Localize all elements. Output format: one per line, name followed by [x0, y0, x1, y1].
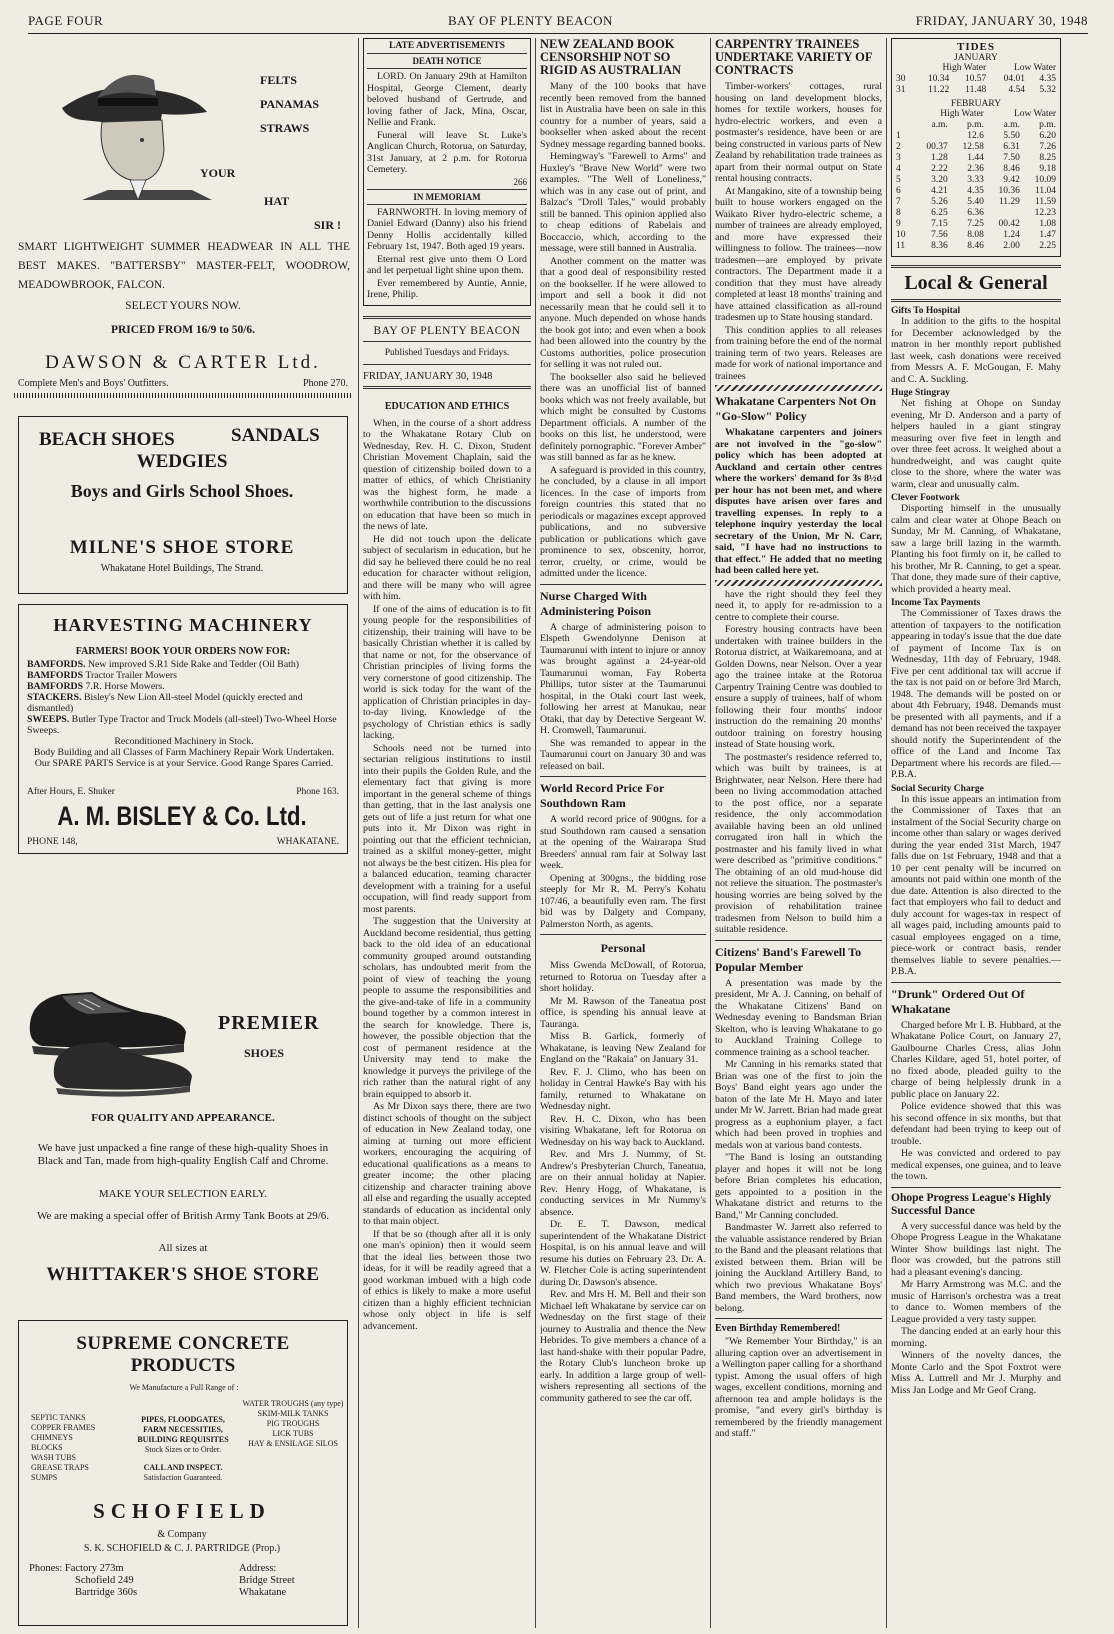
hat-word: HAT [264, 194, 290, 208]
school-shoes-text: Boys and Girls School Shoes. [70, 481, 294, 501]
february-tides-table: High Water Low Water a.m. p.m. a.m. p.m. 1 12.6 5.50 6.20 2 00.37 12.58 6.31 7.26 3 1.28 1.44 7.50 8.25 4 2.22 2.36 8.46 9.18 5 3.20 3.33 9.42 10.09 6 4.21 4.35 10.36 11.04 7 5.26 5.40 11.29 11.59 8 6.25 6.36 12.23 9 7.15 7.25 00.42 1.08 10 7.56 8.08 1.24 1.47 11 8.36 8.46 2.00 2.25 [896, 109, 1056, 251]
tide-row: 11 8.36 8.46 2.00 2.25 [896, 241, 1056, 251]
column-rule [710, 38, 711, 1628]
special-offer: We are making a special offer of British Army Tank Boots at 29/6. [36, 1210, 330, 1222]
article-paragraph: A charge of administering poison to Elspeth Gwendolynne Denison at Taumarunui with intent to injure or annoy was brought against a 24-year-old Taumarunui woman, Fay Roberta Phillips, tutor sister at the Taumarunui hospital, in the Otaki court last week, following her arrest at Manukau, near Otaki, that day by Detective Sergeant W. H. Cromwell, Taumarunui. [540, 621, 706, 736]
bisley-town: WHAKATANE. [276, 837, 339, 847]
tide-row: 4 2.22 2.36 8.46 9.18 [896, 164, 1056, 174]
dawson-outfitters: Complete Men's and Boys' Outfitters. [18, 378, 169, 389]
tides-title: TIDES [956, 41, 996, 53]
column-rule [358, 38, 359, 1628]
article-paragraph: Another comment on the matter was that a good deal of responsibility rested on the bookseller. If he were allowed to import and sell a book it did not necessarily mean that he could sell it to anyone. Much depended on whose hands the book got into; and even when a book had been allowed into the country by the Customs authorities, police prosecution for selling it was not ruled out. [540, 255, 706, 370]
go-slow-headline: Whakatane Carpenters Not On "Go-Slow" Policy [715, 394, 876, 423]
article-paragraph: A presentation was made by the president, Mr A. J. Canning, on behalf of the Whakatane Citizens' Band on Wednesday evening to Bandsman Brian Skelton, who is leaving Whakatane to go to Auckland Training College to commence training as a school teacher. [715, 977, 882, 1058]
sandals-text: SANDALS [231, 425, 320, 446]
personal-item: Miss B. Garlick, formerly of Whakatane, is leaving New Zealand for England on the "Rakaia" on January 31. [540, 1031, 706, 1065]
editorial-paragraph: If one of the aims of education is to fit young people for the responsibilities of citizenship, their training will have to be basically Christian whether it is called by that name or not, for the observance of Christian principles of living forms the very cornerstone of good citizenship. The world is sick today for the want of the application of Christian principles in day-to-day living. Knowledge of the psychology of Christian ethics is sadly lacking. [363, 603, 531, 741]
local-general-title: Local & General [904, 272, 1048, 294]
decorative-border [14, 393, 352, 398]
milnes-address: Whakatane Hotel Buildings, The Strand. [100, 563, 264, 574]
beach-shoes-text: BEACH SHOES [39, 429, 175, 450]
felts-priced: PRICED FROM 16/9 to 50/6. [110, 324, 256, 336]
masthead [28, 6, 1088, 34]
article-paragraph: Mr Canning in his remarks stated that Brian was one of the first to join the Boys' Band eight years ago under the baton of the late Mr H. Mayo and later under Mr W. Jarrett. Brian had made great progress as a euphonium player, a fact which had been proved in trophies and medals won at various band contests. [715, 1059, 882, 1151]
concrete-title-1: SUPREME CONCRETE [76, 1333, 290, 1354]
article-paragraph: "We Remember Your Birthday," is an alluring caption over an advertisement in a Wellington paper calling for a shorthand typist. Among the usual offers of high wages, excellent conditions, morning and afternoon tea and ample holidays is the promise, "and every girl's birthday is remembered by the friendly management and staff." [715, 1336, 882, 1439]
book-censorship-headline: NEW ZEALAND BOOK CENSORSHIP NOT SO RIGID AS AUSTRALIAN [540, 38, 682, 77]
tide-row: 30 10.34 10.57 04.01 4.35 [896, 74, 1056, 84]
article-paragraph: A safeguard is provided in this country, he concluded, by a clause in all import licences. In the case of imports from foreign countries this stated that no periodicals or magazines except approved publications, and no subversive publication or publications which gave prominence to sex, obscenity, horror, terror, cruelty, or crime, would be admitted under the licence. [540, 464, 706, 579]
column-rule [886, 38, 887, 1628]
tides-box [891, 38, 1061, 257]
farmers-line: FARMERS! BOOK YOUR ORDERS NOW FOR: [75, 646, 291, 657]
tide-row: 31 11.22 11.48 4.54 5.32 [896, 85, 1056, 95]
issue-date: FRIDAY, JANUARY 30, 1948 [915, 13, 1088, 28]
article-paragraph: Mr Harry Armstrong was M.C. and the music of Harrison's orchestra was a treat to dance to. Women members of the League provided a very tasty supper. [891, 1279, 1061, 1325]
machinery-item: SWEEPS. Butler Type Tractor and Truck Models (all-steel) Two-Wheel Horse Sweeps. [27, 714, 337, 736]
article-paragraph: He was convicted and ordered to pay medical expenses, one guinea, and to leave the town. [891, 1148, 1061, 1182]
sir-word: SIR ! [314, 218, 342, 232]
editorial-paragraph: The suggestion that the University at Auckland become residential, thus getting back to the old idea of an educational community grouped around outstanding scholars, has undoubted merit from the point of view of teaching the young people to assume the responsibilities and the give-and-take of life in a community bound together by a common interest in the search for knowledge. There is, however, the possible objection that the cost of permanent residence at the University may tend to make the knowledge it purveys the privilege of the rich rather than the natural right of any brain equipped to absorb it. [363, 916, 531, 1100]
all-sizes: All sizes at [158, 1242, 208, 1254]
product-list-mid: PIPES, FLOODGATES, FARM NECESSITIES, BUILDING REQUISITES Stock Sizes or to Order. CALL AND INSPECT. Satisfaction Guaranteed. [137, 1415, 229, 1482]
felts-word: FELTS [260, 73, 297, 87]
harvesting-title: HARVESTING MACHINERY [53, 615, 313, 635]
tide-row: 8 6.25 6.36 12.23 [896, 208, 1056, 218]
personal-headline: Personal [600, 941, 646, 955]
late-ads-box [363, 38, 531, 306]
schofield-company: & Company [157, 1529, 207, 1540]
memoriam-text: FARNWORTH. In loving memory of Daniel Edward (Danny) also his friend Denny Hollis accidentally killed February 1st, 1947. Both aged 19 years. [367, 206, 527, 252]
editorial-paragraph: If that be so (though after all it is only one man's opinion) then it would seem that the ideal lies between those two ideas, for it will be readily agreed that a good workman imbued with a high code of ethics is likely to make a more useful citizen than a highly efficient technician whose only object in life is self advancement. [363, 1228, 531, 1332]
column-3 [540, 38, 706, 1628]
bisley-phone: Phone 163. [296, 787, 339, 797]
felts-select: SELECT YOURS NOW. [125, 300, 241, 312]
make-selection: MAKE YOUR SELECTION EARLY. [98, 1188, 268, 1200]
local-item-heading: Clever Footwork [891, 493, 960, 503]
article-paragraph: Winners of the novelty dances, the Monte Carlo and the Spot Foxtrot were Miss A. Luttrell and Mr J. Murphy and Miss Jan Lodge and Mr Geof Crang. [891, 1350, 1061, 1396]
local-item-text: Net fishing at Ohope on Sunday evening, Mr D. Anderson and a party of helpers hauled in a giant stingray measuring over five feet in length and over three feet across. It weighed about a hundredweight, and was caught quite close to the shore, where the water was warm, clear and unusually calm. [891, 398, 1061, 490]
article-paragraph: Bandmaster W. Jarrett also referred to the valuable assistance rendered by Brian to the Band and the pleasant relations that existed between them. Brian will be joining the Auckland Artillery Band, to which two previous Whakatane Boys' Band members, the Ward brothers, now belong. [715, 1222, 882, 1314]
paper-name: BAY OF PLENTY BEACON [448, 13, 613, 28]
nurse-headline: Nurse Charged With Administering Poison [540, 588, 652, 618]
article-paragraph: Timber-workers' cottages, rural housing on land development blocks, homes for textile workers, houses for hydro-electric workers, and even a postmaster's residence, have been or are being constructed in various parts of New Zealand by rehabilitation trade trainees as apart from their normal output on State rental housing contracts. [715, 81, 882, 184]
whittaker-store-name: WHITTAKER'S SHOE STORE [46, 1264, 320, 1285]
tide-row: 9 7.15 7.25 00.42 1.08 [896, 219, 1056, 229]
local-item-text: Disporting himself in the unusually calm and clear water at Ohope Beach on Sunday, Mr M. Canning, of Whakatane, saw a large brill lazing in the warmth. Planting his foot firmly on it, he called to his brother, Mr R. Canning, to get a spear. That done, they made sure of their captive, which provided a hearty meal. [891, 503, 1061, 595]
whittaker-ad [18, 864, 348, 1334]
machinery-list [19, 657, 347, 769]
article-paragraph: Hemingway's "Farewell to Arms" and Huxley's "Brave New World" were two examples. "The Well of Loneliness," which was in any case out of print, and Balzac's "Droll Tales," would probably still be banned. This opinion applied also to cheap editions of Rabelais and Boccaccio, which, according to the message, were still banned in Australia. [540, 151, 706, 254]
column-5 [891, 38, 1061, 1628]
editorial-paragraph: As Mr Dixon says there, there are two distinct schools of thought on the subject of education in New Zealand today, one aiming at turning out more efficient workers, encouraging the acquiring of educational qualifications as a means to greater income; the other placing citizenship and character training above all else and regarding the usually accepted standards of education as incidental only to that main object. [363, 1101, 531, 1227]
drunk-headline: "Drunk" Ordered Out Of Whakatane [891, 986, 1025, 1016]
column-2 [363, 38, 531, 1628]
felts-ad [14, 38, 352, 404]
death-notice-heading: DEATH NOTICE [412, 56, 482, 66]
in-memoriam-heading: IN MEMORIAM [413, 191, 481, 202]
bisley-firm-name: A. M. BISLEY & Co. Ltd. [57, 801, 307, 831]
felts-body: SMART LIGHTWEIGHT SUMMER HEADWEAR IN ALL THE BEST MAKES. "BATTERSBY" MASTER-FELT, WOODROW, MEADOWBROOK, FALCON. [18, 241, 350, 291]
article-paragraph: A very successful dance was held by the Ohope Progress League in the Whakatane Winter Show buildings last night. The floor was crowded, but the patrons still had a pleasant evening's dancing. [891, 1220, 1061, 1278]
article-paragraph: Police evidence showed that this was his second offence in six months, but that defendant had been trying to keep out of trouble. [891, 1101, 1061, 1147]
tide-row: 7 5.26 5.40 11.29 11.59 [896, 197, 1056, 207]
personal-item: Rev. F. J. Climo, who has been on holiday in Central Hawke's Bay with his family, returned to Whakatane on Wednesday night. [540, 1066, 706, 1112]
article-paragraph: At Mangakino, site of a township being built to house workers engaged on the Waikato River hydro-electric scheme, a number of trainees are already employed, and more have expressed their willingness to follow. The trainees—now tradesmen—are employed by private contractors. The Department made it a condition that they must have already completed at least 18 months' training and have attained classification as all-round tradesmen up to State housing standard. [715, 185, 882, 323]
editorial-paragraph: He did not touch upon the delicate subject of secularism in education, but he did say he believed there could be no real education for character without religion, and there will be many who will agree with him. [363, 533, 531, 602]
notice-number: 266 [513, 176, 527, 187]
schofield-props: S. K. SCHOFIELD & C. J. PARTRIDGE (Prop.) [83, 1543, 281, 1554]
article-paragraph: "The Band is losing an outstanding player and hopes it will not be long before Brian completes his education, gets appointed to a position in the Whakatane district and returns to the Band," Mr Canning concluded. [715, 1152, 882, 1221]
machinery-item: BAMFORDS. New improved S.R1 Side Rake and Tedder (Oil Bath) [27, 659, 300, 670]
tide-row: 1 12.6 5.50 6.20 [896, 131, 1056, 141]
personal-item: Rev. and Mrs J. Nummy, of St. Andrew's Presbyterian Church, Taneatua, are on their annual holiday at Napier. Rev. Henry Hogg, of Whakatane, is conducting services in Mr Nummy's absence. [540, 1149, 706, 1218]
milnes-ad [18, 416, 348, 594]
shoe-illustration [48, 1038, 198, 1098]
birthday-headline: Even Birthday Remembered! [715, 1323, 841, 1334]
published-line: Published Tuesdays and Fridays. [384, 347, 510, 358]
spare-parts-line: Our SPARE PARTS Service is at your Service. Good Range Spares Carried. [34, 758, 334, 769]
whittaker-body: We have just unpacked a fine range of these high-quality Shoes in Black and Tan, made from high-quality English Calf and Chrome. [37, 1142, 329, 1167]
milnes-store-name: MILNE'S SHOE STORE [69, 537, 295, 558]
premier-text: PREMIER [218, 1012, 320, 1034]
bisley-ad [18, 604, 348, 854]
schofield-ad [18, 1320, 348, 1626]
column-4 [715, 38, 882, 1628]
man-in-hat-illustration [42, 50, 212, 200]
editorial-paragraph: Schools need not be turned into sectarian religious institutions to instil into their pupils the Golden Rule, and the elementary fact that giving is more important in the general scheme of things than getting, that in the last analysis one gets out of life a just return for what one puts into it. Mr Dixon was right in pointing out that the efficient technician, trained as a skilful money-getter, might not always be the best citizen. His plea for a balanced education, teaming character development with a training for a useful occupation, will find ready support from most parents. [363, 742, 531, 915]
tide-row: 5 3.20 3.33 9.42 10.09 [896, 175, 1056, 185]
article-paragraph: The dancing ended at an early hour this morning. [891, 1326, 1061, 1349]
bisley-phone-2: PHONE 148, [27, 837, 78, 847]
schofield-phones: Phones: Factory 273m Schofield 249 Bartridge 360s [29, 1563, 138, 1598]
article-paragraph: A world record price of 900gns. for a stud Southdown ram caused a sensation at the opening of the Wairarapa Stud Breeders' annual ram fair at Solway last week. [540, 814, 706, 871]
article-paragraph: Forestry housing contracts have been undertaken with trainee builders in the Rotorua district, at Waikaremoana, and at Golden Downs, near Nelson. Over a year ago the trainee intake at the Rotorua Carpentry Training Centre was doubled to ensure a supply of trainees, half of whom following their four months' indoor instruction do the remaining 20 months' outdoor training on forestry housing instead of State housing work. [715, 624, 882, 750]
local-item-text: The Commissioner of Taxes draws the attention of taxpayers to the notification appearing in today's issue that the due date of payment of Income Tax is on Wednesday, 11th day of February, 1948. Five per cent additional tax will accrue if the tax is not paid on or before 3rd March, 1948. The demands will be posted on or about 4th February, 1948. Demands must be presented with all payments, and if a demand has not been received the taxpayer should notify the Superintendent of the office of the Land and Income Tax Department where his records are filed.—P.B.A. [891, 608, 1061, 780]
editorial-title: EDUCATION AND ETHICS [384, 400, 510, 412]
local-item-text: In addition to the gifts to the hospital for December acknowledged by the matron in her monthly report published last week, cash donations were received from Messrs A. F. McGougan, F. Mahy and C. A. Suckling. [891, 316, 1061, 385]
tides-january: JANUARY [954, 53, 998, 63]
schofield-address: Address: Bridge Street Whakatane [239, 1563, 295, 1598]
personal-item: Mr M. Rawson of the Taneatua post office, is spending his annual leave at Tauranga. [540, 995, 706, 1030]
go-slow-text: Whakatane carpenters and joiners are not involved in the "go-slow" policy which has been adopted at Auckland and certain other centres where the workers' demand for 3s 8½d per hour has not been met, and where disputes have arisen over fares and travelling expenses. In reply to a telephone inquiry yesterday the local secretary of the Union, Mr N. Carr, said, "I have had no instructions to that effect." He added that no meeting had been called here yet. [715, 427, 882, 576]
ram-headline: World Record Price For Southdown Ram [540, 781, 665, 810]
death-notice-text: LORD. On January 29th at Hamilton Hospital, George Clement, dearly beloved husband of Gertrude, and loving father of Jack, Mina, Oscar, Nellie and Frank. [367, 71, 527, 128]
article-paragraph: Charged before Mr I. B. Hubbard, at the Whakatane Police Court, on January 27, Gaulbourne Charles Cress, alias John Charles Kildare, aged 51, hotel porter, of no fixed abode, pleaded guilty to the charge of being helplessly drunk in a public place on January 22. [891, 1019, 1061, 1100]
article-paragraph: Many of the 100 books that have recently been removed from the banned list in Australia have been on sale in this country for a number of years, said a bookseller when asked about the recent Sydney message regarding banned books. [540, 81, 706, 150]
personal-item: Rev. and Mrs H. M. Bell and their son Michael left Whakatane by service car on Wednesday on the first stage of their journey to Australia and thence the New Hebrides. To give members a chance of a last hand-shake with their popular Padre, the Rotary Club's luncheon broke up early. In addition a large group of well-wishers representing all sections of the community gathered to see the car off. [540, 1289, 706, 1404]
wedgies-text: WEDGIES [136, 451, 228, 472]
shoes-text: SHOES [244, 1046, 285, 1060]
machinery-item: BAMFORDS Tractor Trailer Mowers [27, 670, 177, 681]
decorative-rule [715, 580, 882, 586]
editorial-body [363, 418, 531, 1333]
tide-row: 6 4.21 4.35 10.36 11.04 [896, 186, 1056, 196]
carpentry-headline: CARPENTRY TRAINEES UNDERTAKE VARIETY OF CONTRACTS [715, 38, 872, 77]
tide-row: 10 7.56 8.08 1.24 1.47 [896, 230, 1056, 240]
manufacture-line: We Manufacture a Full Range of : [129, 1383, 239, 1392]
editorial-paragraph: When, in the course of a short address to the Whakatane Rotary Club on Wednesday, Rev. H. C. Dixon, Student Christian Movement Chaplain, said the question of citizenship boiled down to a matter of ethics, of which Christianity was the highest form, he made a worthwhile contribution to the discussions on education that have been so much in the news of late. [363, 417, 531, 532]
panamas-word: PANAMAS [260, 97, 320, 111]
tides-february: FEBRUARY [950, 99, 1002, 109]
after-hours: After Hours, E. Shuker [27, 787, 115, 797]
product-list-right: WATER TROUGHS (any type) SKIM-MILK TANKS PIG TROUGHS LICK TUBS HAY & ENSILAGE SILOS [242, 1399, 344, 1448]
article-paragraph: Opening at 300gns., the bidding rose steeply for Mr R. M. Perry's Kohatu 107/46, a beautifully even ram. The first bid was by Dalgety and Company, Palmerston North, as agents. [540, 872, 706, 930]
ohope-headline: Ohope Progress League's Highly Successful Dance [891, 1191, 1052, 1217]
personal-item: Dr. E. T. Dawson, medical superintendent of the Whakatane District Hospital, is on his annual leave and will resume his duties on February 23. Dr. A. W. Fletcher Cole is acting superintendent during Dr. Dawson's absence. [540, 1219, 706, 1288]
personal-item: Rev. H. C. Dixon, who has been visiting Whakatane, left for Rotorua on Wednesday on his way back to Auckland. [540, 1113, 706, 1148]
body-building-line: Body Building and all Classes of Farm Machinery Repair Work Undertaken. [33, 747, 335, 758]
local-item-heading: Income Tax Payments [891, 598, 981, 608]
reconditioned-line: Reconditioned Machinery in Stock. [114, 736, 254, 747]
page-number: PAGE FOUR [28, 13, 104, 28]
late-ads-heading: LATE ADVERTISEMENTS [389, 41, 505, 51]
personal-item: Miss Gwenda McDowall, of Rotorua, returned to Rotorua on Tuesday after a short holiday. [540, 960, 706, 994]
concrete-title-2: PRODUCTS [130, 1355, 236, 1376]
memoriam-ever: Ever remembered by Auntie, Annie, Irene, Philip. [367, 277, 527, 300]
quality-line: FOR QUALITY AND APPEARANCE. [91, 1112, 275, 1124]
local-item-text: In this issue appears an intimation from the Commissioner of Taxes that an instalment of the Social Security charge on income other than salary or wages derived during the year ended 31st March, 1947 falls due on 1st February, 1948 and that a 10 per cent penalty will be incurred on amounts not paid within one month of the due date. Attention is also directed to the fact that employers who fail to deduct and duly account for wages-tax in respect of all wages paid, including amounts paid to casual employees engaged on a time, piece-work or contract basis, render themselves liable to severe penalties.—P.B.A. [891, 793, 1061, 977]
local-items [891, 306, 1061, 978]
straws-word: STRAWS [260, 121, 310, 135]
tide-row: 2 00.37 12.58 6.31 7.26 [896, 142, 1056, 152]
local-item-heading: Social Security Charge [891, 783, 984, 794]
article-paragraph: She was remanded to appear in the Taumarunui court on January 30 and was released on bail. [540, 737, 706, 772]
january-tides-table: High Water Low Water 30 10.34 10.57 04.01 4.35 31 11.22 11.48 4.54 5.32 [896, 63, 1056, 95]
decorative-rule [715, 385, 882, 391]
machinery-item: BAMFORDS 7.R. Horse Mowers. [27, 681, 165, 692]
dawson-carter-name: DAWSON & CARTER Ltd. [45, 352, 321, 373]
local-item-heading: Gifts To Hospital [891, 306, 961, 316]
death-notice-funeral: Funeral will leave St. Luke's Anglican Church, Rotorua, on Saturday, 31st January, at 2 p.m. for Rotorua Cemetery. [367, 129, 527, 175]
dawson-phone: Phone 270. [303, 378, 348, 389]
product-list-left: SEPTIC TANKS COPPER FRAMES CHIMNEYS BLOCKS WASH TUBS GREASE TRAPS SUMPS [31, 1413, 96, 1482]
local-item-heading: Huge Stingray [891, 388, 950, 398]
editorial-dateline: FRIDAY, JANUARY 30, 1948 [363, 370, 493, 382]
memoriam-rest: Eternal rest give unto them O Lord and let perpetual light shine upon them. [367, 253, 527, 276]
ads-column [14, 38, 352, 1628]
schofield-name: SCHOFIELD [93, 1499, 271, 1523]
band-headline: Citizens' Band's Farewell To Popular Member [715, 944, 862, 974]
article-paragraph: This condition applies to all releases from training before the end of the normal training term of two years. Releases are made for work of national importance and trainees [715, 324, 882, 382]
your-word: YOUR [200, 166, 236, 180]
article-paragraph: The bookseller also said he believed there was an unofficial list of banned books which was not freely available, but which might be consulted by Customs Department officials. A number of the books on this list, he understood, were definitely pornographic. "Forever Amber" was still banned as far as he knew. [540, 371, 706, 463]
article-paragraph: The postmaster's residence referred to, which was built by trainees, is at Brightwater, near Nelson. Here there had been no living accommodation attached to the post office, nor a separate residence, the only accommodation available having been an old unlined corrugated iron hall in which the postmaster and his family lived in what were described as "primitive conditions." The obtaining of an old mud-house did not relieve the situation. The postmaster's housing worries are being solved by the provision of rehabilitation trainee tradesmen from Nelson to build him a suitable residence. [715, 751, 882, 935]
tide-row: 3 1.28 1.44 7.50 8.25 [896, 153, 1056, 163]
article-paragraph: have the right should they feel they need it, to apply for re-admission to a centre to complete their course. [715, 588, 882, 623]
column-rule [535, 38, 536, 1628]
machinery-item: STACKERS. Bisley's New Lion All-steel Model (quickly erected and dismantled) [27, 692, 303, 714]
felts-list [260, 68, 319, 140]
beacon-title: BAY OF PLENTY BEACON [373, 324, 521, 337]
